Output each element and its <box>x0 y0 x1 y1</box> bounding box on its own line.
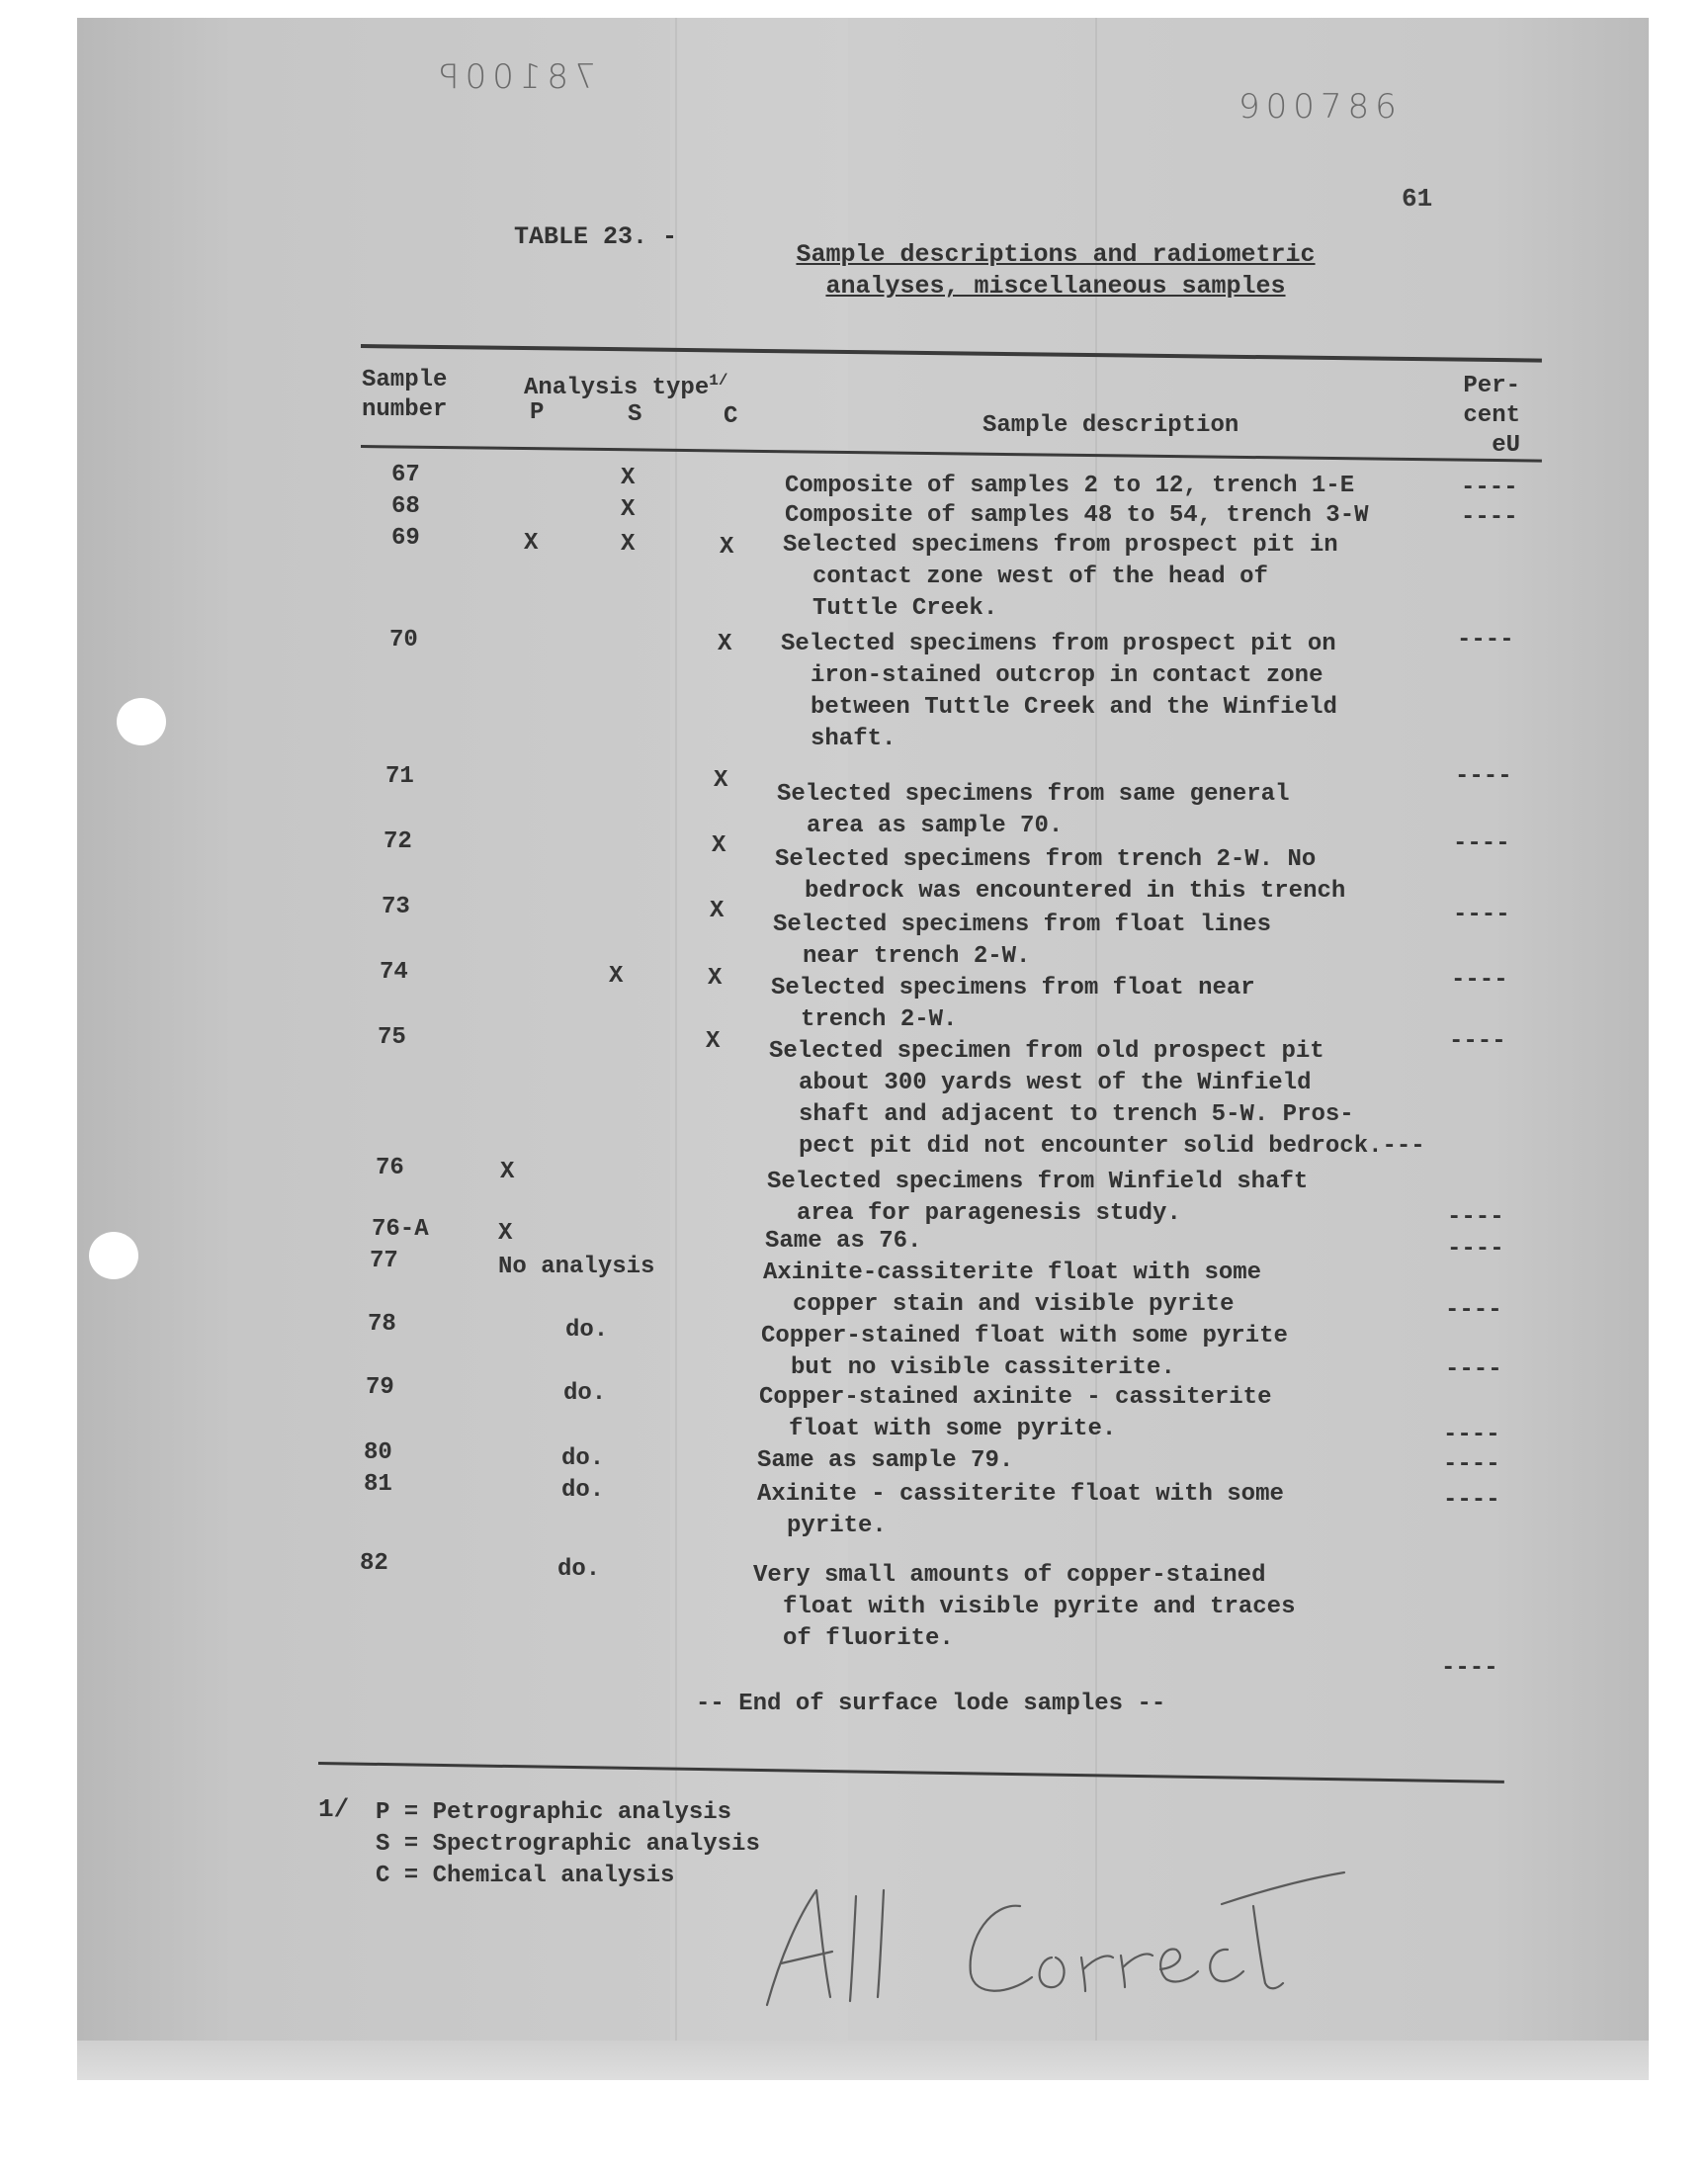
percent-eu-value: ---- <box>1457 627 1514 653</box>
header-p: P <box>530 399 545 426</box>
page-crease <box>675 18 677 2080</box>
analysis-note: do. <box>565 1317 609 1344</box>
sample-number: 76-A <box>372 1216 429 1243</box>
sample-description: Selected specimens from float lines near trench 2-W. <box>773 912 1272 970</box>
percent-eu-value: ---- <box>1449 1028 1506 1055</box>
analysis-p-mark: X <box>524 530 539 557</box>
sample-number: 68 <box>391 493 420 520</box>
table-top-rule <box>361 344 1542 363</box>
document-id-stamp: 900786 <box>1238 87 1403 127</box>
sample-number: 82 <box>360 1550 388 1577</box>
analysis-c-mark: X <box>718 631 732 657</box>
analysis-s-mark: X <box>621 531 636 558</box>
mirrored-id-stamp: 78100P <box>433 57 596 97</box>
percent-eu-value: ---- <box>1455 763 1512 790</box>
header-percent-eu: Per- cent eU <box>1463 373 1520 459</box>
analysis-s-mark: X <box>621 465 636 491</box>
sample-description: Selected specimens from Winfield shaft area for paragenesis study. <box>767 1169 1309 1227</box>
analysis-p-mark: X <box>500 1159 515 1185</box>
page-number: 61 <box>1402 184 1433 214</box>
sample-number: 67 <box>391 462 420 488</box>
analysis-note: do. <box>557 1556 601 1583</box>
sample-description: Selected specimens from trench 2-W. No bedrock was encountered in this trench <box>775 846 1346 905</box>
analysis-s-mark: X <box>621 496 636 523</box>
percent-eu-value: ---- <box>1443 1422 1500 1448</box>
sample-number: 69 <box>391 525 420 552</box>
sample-description: Same as 76. <box>765 1228 922 1255</box>
table-title-label: TABLE 23. - <box>514 222 678 251</box>
table-end-note: -- End of surface lode samples -- <box>696 1691 1166 1717</box>
sample-description: Selected specimens from float near trench 2-W. <box>771 975 1255 1033</box>
percent-eu-value: ---- <box>1445 1356 1502 1383</box>
sample-number: 73 <box>382 894 410 920</box>
percent-eu-value: ---- <box>1445 1297 1502 1324</box>
analysis-note: do. <box>561 1477 605 1504</box>
sample-description: Selected specimens from prospect pit in contact zone west of the head of Tuttle Creek. <box>783 532 1338 622</box>
footnote-chemical: C = Chemical analysis <box>376 1863 675 1889</box>
sample-number: 76 <box>376 1155 404 1181</box>
sample-description: Copper-stained float with some pyrite but no visible cassiterite. <box>761 1323 1288 1381</box>
analysis-c-mark: X <box>706 1028 721 1055</box>
punch-hole <box>117 698 166 745</box>
header-s: S <box>628 401 642 428</box>
header-analysis-type: Analysis type$^{1/}$ <box>524 372 728 401</box>
sample-number: 70 <box>389 627 418 653</box>
percent-eu-value: ---- <box>1461 475 1518 501</box>
percent-eu-value: ---- <box>1443 1451 1500 1478</box>
scanned-page <box>77 18 1649 2080</box>
sample-description: Composite of samples 48 to 54, trench 3-W <box>785 502 1369 529</box>
analysis-c-mark: X <box>720 534 734 561</box>
sample-number: 74 <box>380 959 408 986</box>
sample-description: Selected specimens from same general area as sample 70. <box>777 781 1290 839</box>
percent-eu-value: ---- <box>1447 1204 1504 1231</box>
sample-number: 81 <box>364 1471 392 1498</box>
header-c: C <box>724 403 738 430</box>
percent-eu-value: ---- <box>1451 967 1508 994</box>
percent-eu-value: ---- <box>1447 1236 1504 1262</box>
analysis-c-mark: X <box>712 832 726 859</box>
punch-hole <box>89 1232 138 1279</box>
sample-number: 77 <box>370 1248 398 1274</box>
percent-eu-value: ---- <box>1453 902 1510 928</box>
sample-description: Same as sample 79. <box>757 1447 1014 1474</box>
footnote-marker: 1/ <box>318 1794 350 1824</box>
header-sample-number: Sample number <box>362 367 448 423</box>
handwritten-signature <box>759 1847 1352 2025</box>
header-sample-description: Sample description <box>982 412 1239 439</box>
sample-number: 80 <box>364 1439 392 1466</box>
sample-description: Axinite-cassiterite float with some copper stain and visible pyrite <box>763 1260 1262 1318</box>
sample-number: 71 <box>385 763 414 790</box>
table-title-line-2: analyses, miscellaneous samples <box>825 272 1286 301</box>
percent-eu-value: ---- <box>1441 1655 1498 1682</box>
analysis-note: do. <box>561 1445 605 1472</box>
percent-eu-value: ---- <box>1461 504 1518 531</box>
sample-description: Composite of samples 2 to 12, trench 1-E <box>785 473 1355 499</box>
sample-description: Very small amounts of copper-stained float with visible pyrite and traces of fluorite. <box>753 1562 1296 1652</box>
page-bottom-edge <box>77 2041 1649 2080</box>
sample-description: Copper-stained axinite - cassiterite float with some pyrite. <box>759 1384 1272 1442</box>
analysis-c-mark: X <box>714 767 728 794</box>
sample-number: 72 <box>384 828 412 855</box>
footnote-spectrographic: S = Spectrographic analysis <box>376 1831 760 1858</box>
sample-number: 75 <box>378 1024 406 1051</box>
sample-description: Selected specimens from prospect pit on iron-stained outcrop in contact zone between Tuttle Creek and the Winfield shaft. <box>781 631 1337 752</box>
analysis-s-mark: X <box>609 963 624 990</box>
analysis-note: do. <box>563 1380 607 1407</box>
analysis-c-mark: X <box>710 898 725 924</box>
footnote-petrographic: P = Petrographic analysis <box>376 1799 732 1826</box>
percent-eu-value: ---- <box>1453 830 1510 857</box>
footnote-rule <box>318 1762 1504 1784</box>
analysis-c-mark: X <box>708 965 723 992</box>
sample-description: Axinite - cassiterite float with some pyrite. <box>757 1481 1284 1539</box>
percent-eu-value: ---- <box>1443 1487 1500 1514</box>
header-bottom-rule <box>361 445 1542 463</box>
analysis-p-mark: X <box>498 1220 513 1247</box>
sample-number: 79 <box>366 1374 394 1401</box>
sample-number: 78 <box>368 1311 396 1338</box>
analysis-note: No analysis <box>498 1254 655 1280</box>
sample-description: Selected specimen from old prospect pit about 300 yards west of the Winfield shaft and adjacent to trench 5-W. Pros- pect pit did not encounter solid bedrock.--- <box>769 1038 1425 1160</box>
table-title-line-1: Sample descriptions and radiometric <box>796 240 1316 269</box>
